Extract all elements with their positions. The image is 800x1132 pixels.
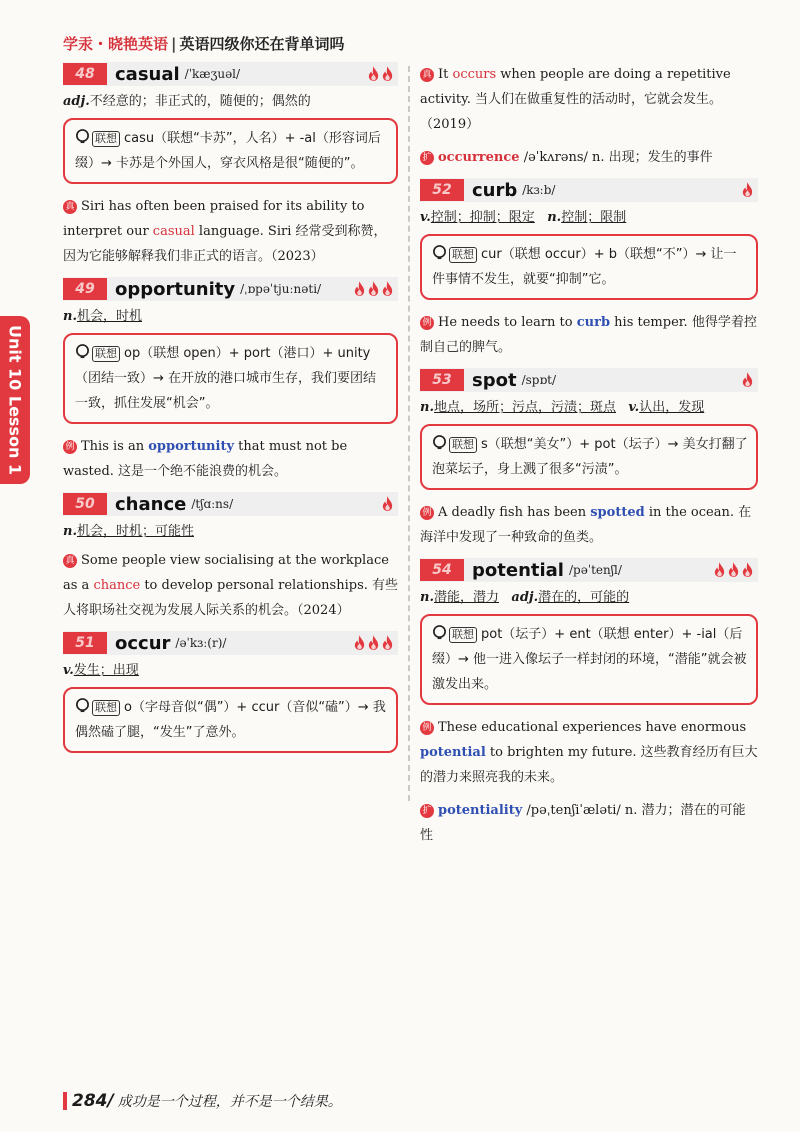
flame-icon: [741, 561, 754, 578]
flame-icon: [741, 371, 754, 388]
headword: opportunity: [115, 278, 236, 300]
example-translation: that must not be wasted. 这是一个绝不能浪费的机会。: [63, 439, 348, 479]
flame-icon: [367, 280, 380, 297]
headword: spot: [472, 369, 517, 391]
page-footer: [63, 1091, 342, 1111]
derivative-word: potentiality: [438, 803, 523, 818]
word-header: [63, 631, 398, 655]
word-header: [63, 277, 398, 301]
example-text: These educational experiences have enormous: [438, 720, 747, 735]
mnemonic-box: [420, 234, 758, 300]
extension-badge: 扩: [420, 804, 434, 818]
entry-number: 51: [63, 632, 107, 654]
entry-number: 50: [63, 493, 107, 515]
part-of-speech: n.: [420, 590, 434, 605]
page-number: 284/: [72, 1091, 114, 1111]
word-header: [420, 558, 758, 582]
definition: [420, 588, 758, 608]
flame-icon: [381, 634, 394, 651]
headword: occur: [115, 632, 171, 654]
entry-number: 49: [63, 278, 107, 300]
footer-accent-bar: [63, 1092, 67, 1110]
word-header: [420, 368, 758, 392]
mnemonic-text: o（字母音似“偶”）+ ccur（音似“磕”）→ 我偶然磕了腿，“发生”了意外。: [75, 700, 386, 740]
extension-badge: 扩: [420, 151, 434, 165]
footer-motto: 成功是一个过程，并不是一个结果。: [117, 1094, 342, 1110]
mnemonic-tag: 联想: [449, 437, 477, 453]
example-text: It: [438, 67, 453, 82]
flame-icon: [353, 280, 366, 297]
derivative-line: [420, 798, 758, 848]
meaning: 机会，时机；可能性: [76, 524, 194, 539]
part-of-speech: adj.: [511, 590, 539, 605]
derivative-line: [420, 145, 758, 170]
meaning: 控制；抑制；限定: [430, 210, 535, 225]
part-of-speech: n.: [420, 400, 434, 415]
frequency-flames: [741, 181, 754, 198]
entry-chance: [63, 492, 398, 623]
example-badge: 例: [63, 440, 77, 454]
flame-icon: [381, 495, 394, 512]
highlighted-word: casual: [152, 224, 195, 239]
mnemonic-box: [420, 614, 758, 705]
entry-number: 54: [420, 559, 464, 581]
frequency-flames: [367, 65, 394, 82]
example-translation: to brighten my future. 这些教育经历有巨大的潜力来照亮我的未来。: [420, 745, 758, 785]
phonetic: /kɜːb/: [522, 183, 556, 197]
part-of-speech: adj.: [63, 94, 90, 109]
headword: potential: [472, 559, 564, 581]
example-sentence: [420, 500, 758, 550]
entry-casual: [63, 62, 398, 269]
mnemonic-box: [63, 687, 398, 753]
lightbulb-icon: [75, 698, 90, 713]
entry-number: 48: [63, 63, 107, 85]
book-brand: 学汞・晓艳英语: [63, 35, 169, 53]
mnemonic-tag: 联想: [92, 700, 120, 716]
example-text: Some people view socialising at the workplace as a: [63, 553, 389, 593]
meaning: 机会，时机: [76, 309, 142, 324]
mnemonic-tag: 联想: [92, 346, 120, 362]
example-sentence: [63, 548, 398, 623]
part-of-speech: v.: [628, 400, 640, 415]
left-column: [63, 62, 398, 763]
definition: [63, 92, 398, 112]
definition: [420, 208, 758, 228]
frequency-flames: [353, 280, 394, 297]
definition: [63, 522, 398, 542]
meaning: 潜能，潜力: [433, 590, 499, 605]
mnemonic-box: [63, 333, 398, 424]
entry-curb: [420, 178, 758, 360]
lightbulb-icon: [75, 344, 90, 359]
example-badge: 例: [420, 721, 434, 735]
highlighted-word: opportunity: [148, 439, 235, 454]
mnemonic-text: op（联想 open）+ port（港口）+ unity（团结一致）→ 在开放的港口城市生存，我们要团结一致，抓住发展“机会”。: [75, 346, 377, 411]
mnemonic-tag: 联想: [92, 131, 120, 147]
part-of-speech: v.: [63, 663, 74, 678]
definition: [420, 398, 758, 418]
example-text: Siri has often been praised for its ability to interpret our: [63, 199, 365, 239]
highlighted-word: chance: [93, 578, 141, 593]
phonetic: /spɒt/: [521, 373, 557, 387]
highlighted-word: occurs: [452, 67, 497, 82]
definition: [63, 661, 398, 681]
frequency-flames: [713, 561, 754, 578]
part-of-speech: v.: [420, 210, 431, 225]
derivative-definition: /əˈkʌrəns/ n. 出现；发生的事件: [519, 150, 713, 165]
frequency-flames: [381, 495, 394, 512]
example-badge: 例: [420, 506, 434, 520]
lightbulb-icon: [432, 435, 447, 450]
flame-icon: [727, 561, 740, 578]
phonetic: /tʃɑːns/: [191, 497, 234, 511]
flame-icon: [381, 280, 394, 297]
highlighted-word: spotted: [590, 505, 645, 520]
frequency-flames: [741, 371, 754, 388]
mnemonic-tag: 联想: [449, 627, 477, 643]
flame-icon: [367, 65, 380, 82]
example-text: A deadly fish has been: [438, 505, 591, 520]
example-sentence: [63, 194, 398, 269]
mnemonic-text: pot（坛子）+ ent（联想 enter）+ -ial（后缀）→ 他一进入像坛子一样封闭的环境，“潜能”就会被激发出来。: [432, 627, 747, 692]
meaning: 潜在的，可能的: [538, 590, 630, 605]
example-sentence: [63, 434, 398, 484]
mnemonic-tag: 联想: [449, 247, 477, 263]
headword: chance: [115, 493, 187, 515]
phonetic: /əˈkɜː(r)/: [175, 636, 227, 650]
example-translation: when people are doing a repetitive activity. 当人们在做重复性的活动时，它就会发生。（2019）: [420, 67, 731, 132]
phonetic: /pəˈtenʃl/: [568, 563, 622, 577]
headword: curb: [472, 179, 518, 201]
meaning: 认出，发现: [639, 400, 705, 415]
mnemonic-text: s（联想“美女”）+ pot（坛子）→ 美女打翻了泡菜坛子，身上溅了很多“污渍”。: [432, 437, 748, 477]
flame-icon: [367, 634, 380, 651]
phonetic: /ˌɒpəˈtjuːnəti/: [240, 282, 322, 296]
example-sentence: [420, 715, 758, 790]
example-text: He needs to learn to: [438, 315, 577, 330]
lightbulb-icon: [432, 245, 447, 260]
flame-icon: [741, 181, 754, 198]
word-header: [420, 178, 758, 202]
exam-badge: 真: [420, 68, 434, 82]
derivative-definition: /pəˌtenʃiˈæləti/ n. 潜力；潜在的可能性: [420, 803, 746, 843]
unit-side-label: Unit 10 Lesson 1: [5, 324, 25, 476]
headword: casual: [115, 63, 180, 85]
entry-occur: [63, 631, 398, 753]
meaning: 地点，场所；污点，污渍；斑点: [433, 400, 616, 415]
part-of-speech: n.: [63, 309, 77, 324]
running-header: [63, 32, 345, 56]
header-separator: |: [171, 35, 177, 53]
meaning: 发生；出现: [73, 663, 139, 678]
exam-badge: 真: [63, 554, 77, 568]
meaning: 控制；限制: [561, 210, 627, 225]
meaning: 不经意的；非正式的，随便的；偶然的: [89, 94, 311, 109]
highlighted-word: curb: [576, 315, 611, 330]
flame-icon: [353, 634, 366, 651]
highlighted-word: potential: [420, 745, 486, 760]
mnemonic-text: cur（联想 occur）+ b（联想“不”）→ 让一件事情不发生，就要“抑制”它。: [432, 247, 737, 287]
column-divider: [408, 66, 410, 801]
mnemonic-box: [420, 424, 758, 490]
example-translation: to develop personal relationships. 有些人将职场社交视为发展人际关系的机会。（2024）: [63, 578, 399, 618]
flame-icon: [381, 65, 394, 82]
part-of-speech: n.: [63, 524, 77, 539]
part-of-speech: n.: [547, 210, 562, 225]
right-column: [420, 62, 758, 856]
example-translation: language. Siri 经常受到称赞，因为它能够解释我们非正式的语言。（2023）: [63, 224, 387, 264]
mnemonic-box: [63, 118, 398, 184]
book-title: 英语四级你还在背单词吗: [179, 35, 345, 53]
example-sentence: [420, 310, 758, 360]
example-translation: in the ocean. 在海洋中发现了一种致命的鱼类。: [420, 505, 752, 545]
phonetic: /ˈkæʒuəl/: [184, 67, 241, 81]
example-badge: 例: [420, 316, 434, 330]
entry-opportunity: [63, 277, 398, 484]
exam-badge: 真: [63, 200, 77, 214]
definition: [63, 307, 398, 327]
example-text: This is an: [81, 439, 149, 454]
lightbulb-icon: [75, 129, 90, 144]
example-translation: his temper. 他得学着控制自己的脾气。: [420, 315, 757, 355]
frequency-flames: [353, 634, 394, 651]
lightbulb-icon: [432, 625, 447, 640]
mnemonic-text: casu（联想“卡苏”，人名）+ -al（形容词后缀）→ 卡苏是个外国人，穿衣风格是很“随便的”。: [75, 131, 381, 171]
entry-number: 52: [420, 179, 464, 201]
word-header: [63, 62, 398, 86]
entry-number: 53: [420, 369, 464, 391]
flame-icon: [713, 561, 726, 578]
derivative-word: occurrence: [438, 150, 520, 165]
entry-spot: [420, 368, 758, 550]
example-sentence: [420, 62, 758, 137]
entry-potential: [420, 558, 758, 848]
word-header: [63, 492, 398, 516]
